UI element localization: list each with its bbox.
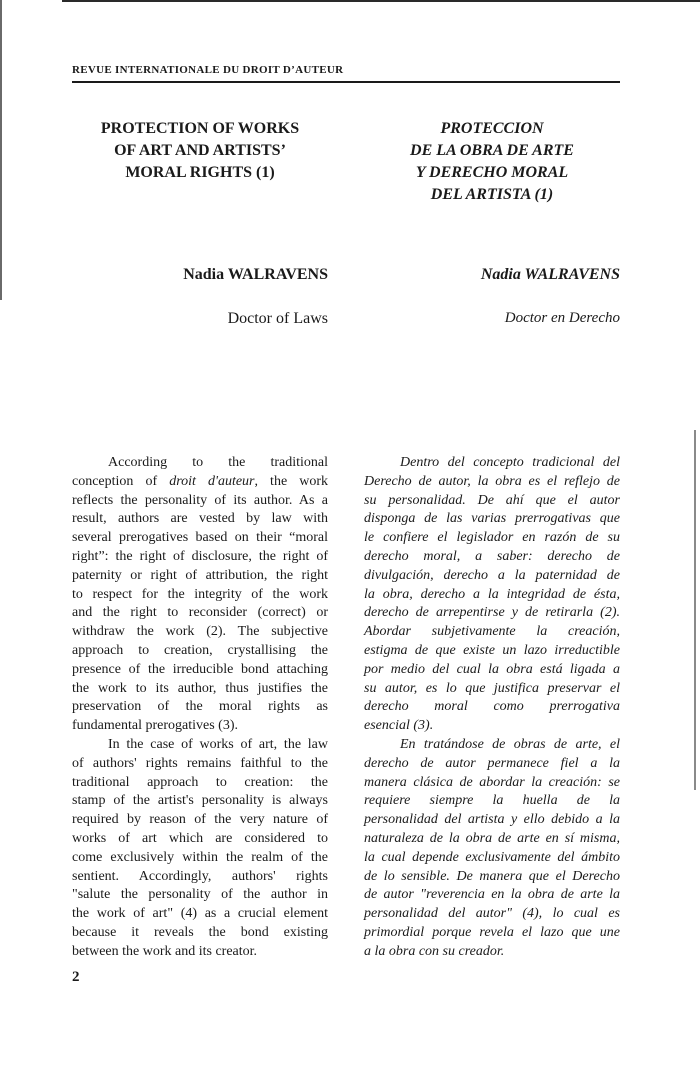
title-spanish (364, 118, 620, 206)
spanish-line: derecho moral, a saber: derecho de (364, 548, 620, 564)
title-english-line: MORAL RIGHTS (1) (125, 164, 275, 181)
spanish-paragraph-1 (364, 454, 620, 736)
spanish-line: personalidad del artista y ello debido a la (364, 812, 620, 828)
title-spanish-line: DE LA OBRA DE ARTE (410, 142, 574, 159)
spanish-line: la cual depende exclusivamente del ámbito (364, 849, 620, 865)
english-line: the work of art" (4) as a crucial element (72, 906, 328, 922)
running-head: REVUE INTERNATIONALE DU DROIT D’AUTEUR (72, 64, 344, 76)
english-line: of authors' rights remains faithful to the (72, 755, 328, 771)
spanish-line: su autor, es lo que justifica preservar el (364, 680, 620, 696)
english-line: sentient. Accordingly, authors' rights (72, 868, 328, 884)
spanish-line: En tratándose de obras de arte, el (400, 737, 620, 752)
english-line: In the case of works of art, the law (108, 737, 328, 752)
english-line: "salute the personality of the author in (72, 887, 328, 903)
spanish-line: disponga de las varias prerrogativas que (364, 511, 620, 527)
english-line: approach to creation, crystallising the (72, 642, 328, 658)
english-line: required by reason of the very nature of (72, 812, 328, 828)
english-line: conception of droit d'auteur, the work (72, 473, 328, 489)
spanish-line: derecho de arrepentirse y de retirarla (2). (364, 605, 620, 621)
scan-edge-left (0, 0, 2, 300)
english-line: the work to its author, thus justifies the (72, 680, 328, 696)
english-paragraph-1 (72, 454, 328, 736)
english-line: works of art which are considered to (72, 830, 328, 846)
english-line: several prerogatives based on their “moral (72, 530, 328, 546)
author-english: Nadia WALRAVENS (183, 266, 328, 283)
english-line: withdraw the work (2). The subjective (72, 624, 328, 640)
spanish-line: manera clásica de abordar la creación: se (364, 774, 620, 790)
spanish-line: requiere siempre la huella de la (364, 793, 620, 809)
spanish-line: divulgación, derecho a la paternidad de (364, 567, 620, 583)
spanish-line: derecho de autor permanece fiel a la (364, 755, 620, 771)
english-line: preservation of the moral rights as (72, 699, 328, 715)
scan-edge-right (694, 430, 696, 790)
english-line: fundamental prerogatives (3). (72, 718, 238, 734)
english-line: traditional approach to creation: the (72, 774, 328, 790)
spanish-line: por medio del cual la obra está ligada a (364, 661, 620, 677)
degree-english: Doctor of Laws (227, 310, 328, 327)
title-spanish-line: PROTECCION (440, 120, 544, 137)
spanish-line: primordial porque revela el lazo que une (364, 924, 620, 940)
english-line: between the work and its creator. (72, 943, 258, 959)
spanish-line: derecho moral como prerrogativa (364, 699, 620, 715)
english-line: stamp of the artist's personality is always (72, 793, 328, 809)
title-spanish-line: Y DERECHO MORAL (415, 164, 569, 181)
header-rule (72, 81, 620, 83)
english-line: to respect for the integrity of the work (72, 586, 328, 602)
title-english (72, 118, 328, 184)
english-line: paternity or right of attribution, the right (72, 567, 328, 583)
scan-edge-top (62, 0, 700, 2)
spanish-line: a la obra con su creador. (364, 943, 505, 959)
spanish-line: Derecho de autor, la obra es el reflejo de (364, 473, 620, 489)
title-spanish-line: DEL ARTISTA (1) (430, 186, 554, 203)
title-english-line: PROTECTION OF WORKS (100, 120, 300, 137)
english-line: presence of the irreducible bond attaching (72, 661, 328, 677)
spanish-paragraph-2 (364, 736, 620, 962)
spanish-line: su personalidad. De ahí que el autor (364, 492, 620, 508)
author-spanish: Nadia WALRAVENS (480, 266, 620, 283)
spanish-line: de autor "reverencia en la obra de arte la (364, 887, 620, 903)
english-line: come exclusively within the realm of the (72, 849, 328, 865)
spanish-line: esencial (3). (364, 718, 434, 734)
english-paragraph-2 (72, 736, 328, 962)
english-line: and the right to reconsider (correct) or (72, 605, 328, 621)
title-english-line: OF ART AND ARTISTS’ (114, 142, 286, 159)
english-line: According to the traditional (108, 455, 328, 470)
english-line: right”: the right of disclosure, the right of (72, 548, 328, 564)
spanish-line: Dentro del concepto tradicional del (400, 455, 620, 470)
page-number: 2 (72, 969, 80, 985)
english-line: reflects the personality of its author. As a (72, 492, 328, 508)
degree-spanish: Doctor en Derecho (504, 310, 620, 326)
spanish-line: Abordar subjetivamente la creación, (364, 624, 620, 640)
spanish-line: naturaleza de la obra de arte en sí misma, (364, 830, 620, 846)
english-line: result, authors are vested by law with (72, 511, 328, 527)
spanish-line: de lo sensible. De manera que el Derecho (364, 868, 620, 884)
spanish-line: personalidad del autor" (4), lo cual es (364, 906, 620, 922)
spanish-line: le confiere el legislador en razón de su (364, 530, 620, 546)
spanish-line: la obra, derecho a la integridad de ésta, (364, 586, 620, 602)
spanish-line: estigma de que existe un lazo irreductible (364, 642, 620, 658)
english-line: because it reveals the bond existing (72, 924, 328, 940)
